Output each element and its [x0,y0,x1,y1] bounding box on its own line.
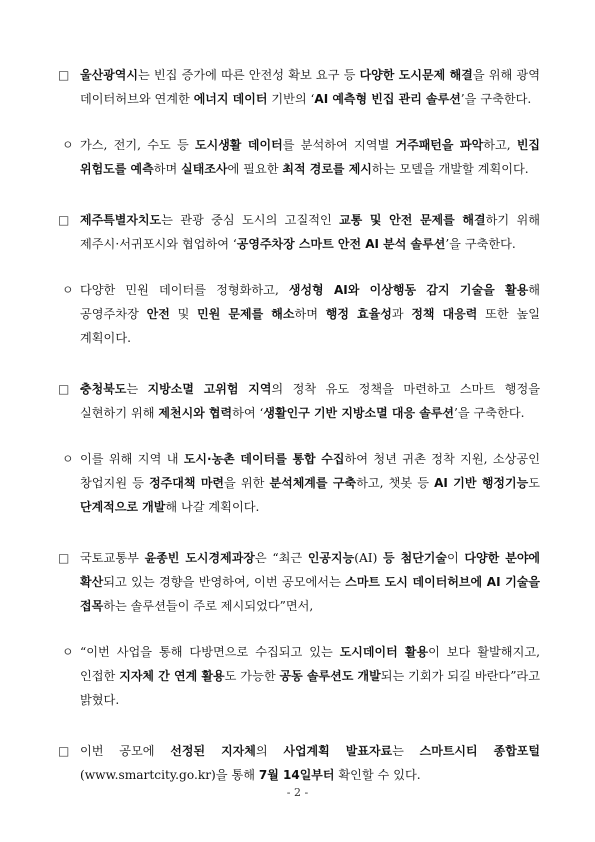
body-text: 를 분석하여 지역별 [282,138,396,152]
emphasized-text: 제주특별자치도 [80,213,162,227]
body-text: 의 정착 유도 정책을 마련하고 스마트 행정을 실현하기 위해 [80,382,540,420]
bullet-ministry-quote [58,546,540,618]
body-text: ’을 구축한다. [445,237,516,251]
body-text: 하고, [483,138,517,152]
body-text: 해 나갈 계획이다. [165,500,260,514]
body-text: 하며 [294,307,326,321]
emphasized-text: 선정된 지자체 [170,744,256,758]
sub-bullet-jeju [58,278,540,350]
emphasized-text: 단계적으로 개발 [80,500,166,514]
emphasized-text: 행정 효율성 [325,307,392,321]
body-text: 및 [169,307,198,321]
emphasized-text: 도시생활 데이터 [195,138,283,152]
emphasized-text: 거주패턴을 파악 [395,138,484,152]
emphasized-text: 빈집 위험도를 예측 [80,138,541,176]
bullet-portal-info [58,739,540,787]
square-bullet-marker: □ [58,744,70,758]
emphasized-text: 제천시와 협력 [158,406,233,420]
body-text: 확인할 수 있다. [334,768,421,782]
emphasized-text: 민원 문제를 해소 [197,307,295,321]
emphasized-text: AI 예측형 빈집 관리 솔루션 [314,92,461,106]
body-text: 하여 청년 귀촌 정착 지원, 소상공인 창업지원 등 [80,452,540,490]
body-text: 하여 ‘ [232,406,264,420]
body-text: (AI) [354,551,384,565]
circle-bullet-marker: ㅇ [62,452,74,466]
sub-bullet-text [80,640,540,712]
body-text: 이번 공모에 [80,744,171,758]
body-text: 국토교통부 [80,551,145,565]
sub-bullet-text [80,447,540,519]
body-text: 는 관광 중심 도시의 고질적인 [161,213,340,227]
body-text: ’을 구축한다. [460,92,532,106]
body-text: 도 가능한 [224,669,280,683]
emphasized-text: 에너지 데이터 [193,92,268,106]
body-text: 해 공영주차장 [80,283,540,321]
emphasized-text: 사업계획 발표자료 [283,744,393,758]
body-text: 는 [126,382,148,396]
emphasized-text: 교통 및 안전 문제를 해결 [339,213,486,227]
emphasized-text: 생활인구 기반 지방소멸 대응 솔루션 [263,406,455,420]
bullet-text [80,377,540,425]
page-number: - 2 - [286,786,309,799]
emphasized-text: 최적 경로를 제시 [282,162,372,176]
emphasized-text: AI 기반 행정기능 [434,476,529,490]
body-text: 의 [255,744,284,758]
body-text: 이 [446,551,465,565]
circle-bullet-marker: ㅇ [62,645,74,659]
emphasized-text: 실태조사 [181,162,228,176]
emphasized-text: 윤종빈 도시경제과장 [144,551,255,565]
circle-bullet-marker: ㅇ [62,138,74,152]
emphasized-text: 도시·농촌 데이터를 통합 수집 [183,452,345,466]
emphasized-text: 인공지능 [307,551,355,565]
bullet-jeju [58,208,540,256]
sub-bullet-text [80,278,540,350]
emphasized-text: 다양한 도시문제 해결 [359,68,473,82]
bullet-text [80,63,540,111]
square-bullet-marker: □ [58,551,70,565]
body-text: 는 [392,744,420,758]
emphasized-text: 생성형 AI와 이상행동 감지 기술을 활용 [288,283,529,297]
body-text: 과 [391,307,412,321]
bullet-chungbuk [58,377,540,425]
body-text: 도 [528,476,540,490]
body-text: 다양한 민원 데이터를 정형화하고, [80,283,289,297]
body-text: 하는 모델을 개발할 계획이다. [371,162,529,176]
emphasized-text: 충청북도 [80,382,127,396]
body-text: ’을 구축한다. [454,406,525,420]
sub-bullet-text [80,133,540,181]
emphasized-text: 공동 솔루션도 개발 [279,669,381,683]
bullet-text [80,546,540,618]
emphasized-text: 도시데이터 활용 [339,645,429,659]
body-text: 을 위해 광역 데이터허브와 연계한 [80,68,540,106]
sub-bullet-quote [58,640,540,712]
emphasized-text: 분석체계를 구축 [269,476,357,490]
emphasized-text: 울산광역시 [80,68,138,82]
body-text: 이를 위해 지역 내 [80,452,184,466]
emphasized-text: 정책 대응력 [411,307,478,321]
emphasized-text: 지방소멸 고위험 지역 [147,382,272,396]
sub-bullet-ulsan [58,133,540,181]
circle-bullet-marker: ㅇ [62,283,74,297]
bullet-text [80,208,540,256]
square-bullet-marker: □ [58,382,70,396]
emphasized-text: 정주대책 마련 [149,476,225,490]
body-text: (www.smartcity.go.kr)을 통해 [80,768,259,782]
emphasized-text: 스마트시티 종합포털 [419,744,540,758]
body-text: 또한 높일 계획이다. [80,307,540,345]
document-body [58,63,540,809]
body-text: “이번 사업을 통해 다방면으로 수집되고 있는 [80,645,340,659]
emphasized-text: 지자체 간 연계 활용 [119,669,225,683]
body-text: 에 필요한 [227,162,283,176]
square-bullet-marker: □ [58,213,70,227]
emphasized-text: 공영주차장 스마트 안전 AI 분석 솔루션 [236,237,446,251]
body-text: 하며 [153,162,182,176]
body-text: 하고, 챗봇 등 [356,476,435,490]
bullet-ulsan [58,63,540,111]
body-text: 은 “최근 [254,551,308,565]
body-text: 는 빈집 증가에 따른 안전성 확보 요구 등 [137,68,360,82]
emphasized-text: 안전 [146,307,170,321]
body-text: 을 위한 [224,476,270,490]
body-text: 하는 솔루션들이 주로 제시되었다”면서, [103,599,314,613]
bullet-text [80,739,540,787]
sub-bullet-chungbuk [58,447,540,519]
body-text: 하기 위해 제주시·서귀포시와 협업하여 ‘ [80,213,540,251]
body-text: 되는 기회가 되길 바란다”라고 밝혔다. [80,669,540,707]
body-text: 이 보다 활발해지고, 인접한 [80,645,540,683]
body-text: 되고 있는 경향을 반영하여, 이번 공모에서는 [103,575,346,589]
emphasized-text: 등 첨단기술 [383,551,447,565]
body-text: 가스, 전기, 수도 등 [80,138,196,152]
emphasized-text: 7월 14일부터 [258,768,335,782]
emphasized-text: 스마트 도시 데이터허브에 AI 기술을 접목 [80,575,540,613]
body-text: 기반의 ‘ [267,92,315,106]
square-bullet-marker: □ [58,68,70,82]
emphasized-text: 다양한 분야에 확산 [80,551,540,589]
